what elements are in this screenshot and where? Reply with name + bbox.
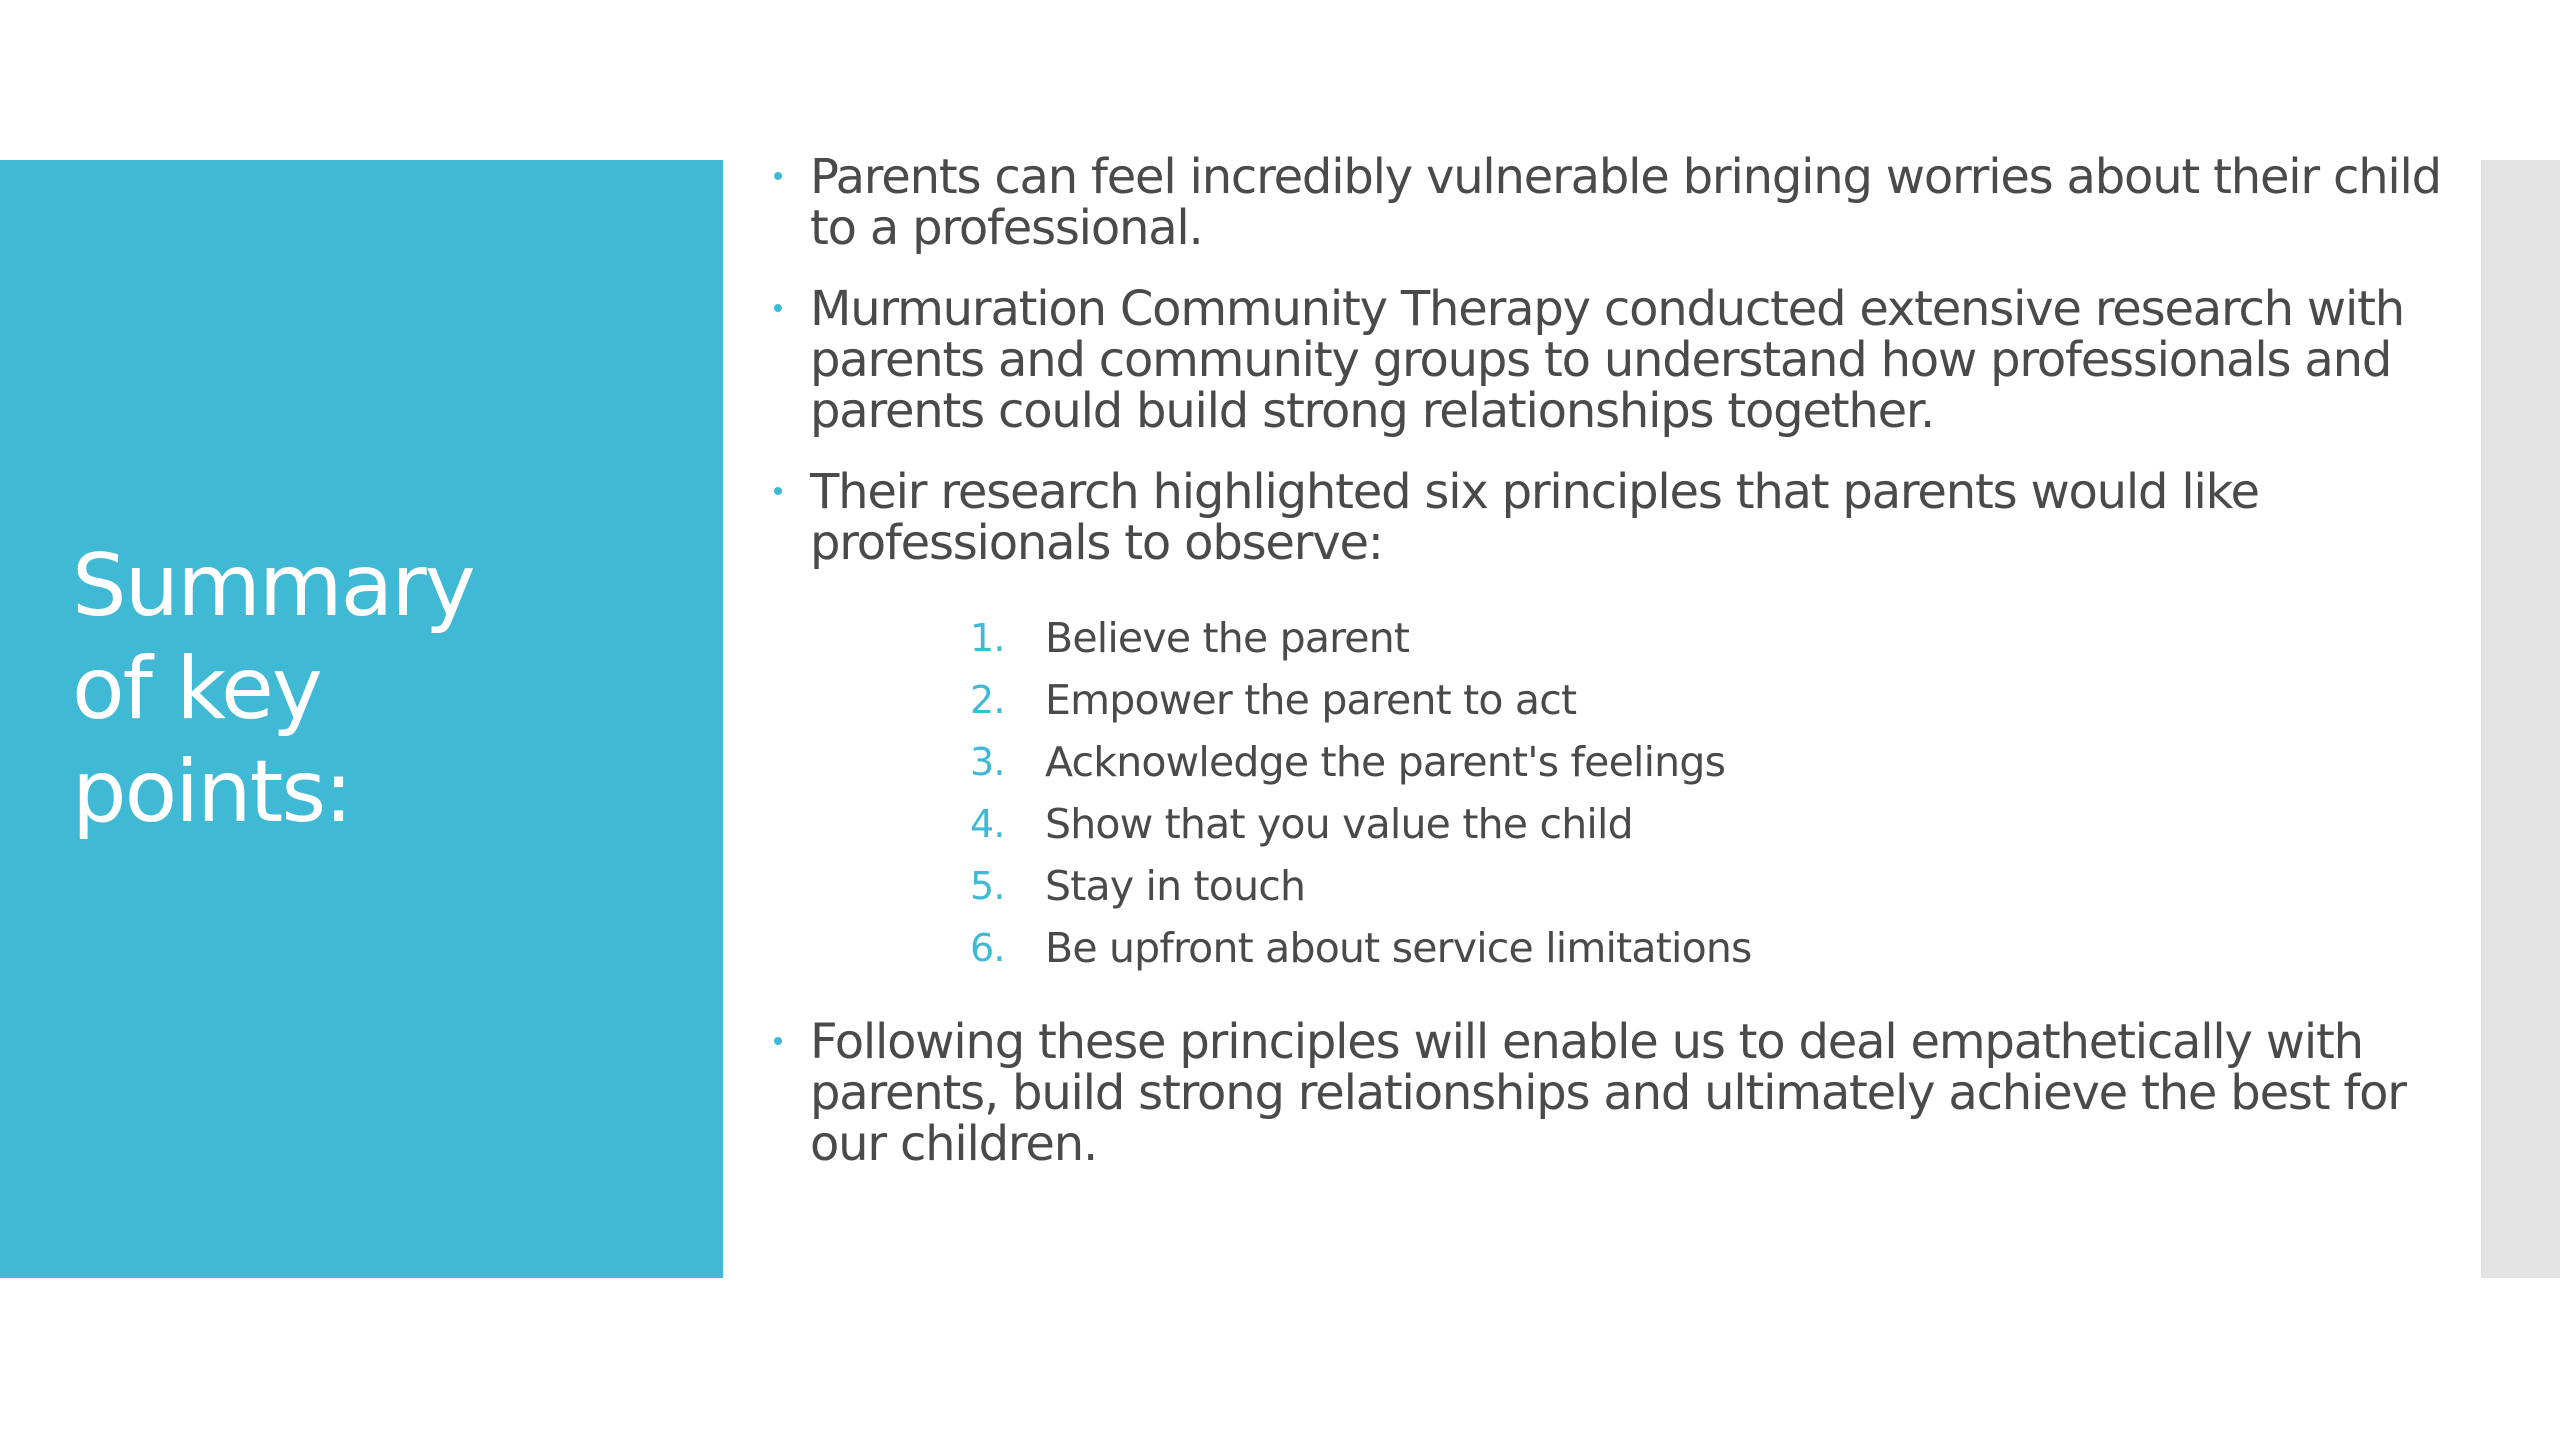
bullet-list-top xyxy=(770,149,2470,571)
principles-list xyxy=(770,607,2470,979)
bullet-text: Parents can feel incredibly vulnerable bringing worries about their child to a professional. xyxy=(810,149,2441,256)
bullet-dot-icon xyxy=(774,487,782,495)
principle-text: Believe the parent xyxy=(1045,614,1410,662)
principle-item xyxy=(970,793,2470,855)
principle-item xyxy=(970,917,2470,979)
principle-number: 2. xyxy=(970,678,1005,722)
bullet-text: Following these principles will enable us to deal empathetically with parents, build strong relationships and ultimately achieve the best for our children. xyxy=(810,1014,2406,1172)
bullet-dot-icon xyxy=(774,1037,782,1045)
principle-text: Be upfront about service limitations xyxy=(1045,924,1752,972)
principle-item xyxy=(970,731,2470,793)
bullet-text: Their research highlighted six principles that parents would like professionals to observe: xyxy=(810,464,2259,571)
principle-text: Show that you value the child xyxy=(1045,800,1633,848)
principle-text: Stay in touch xyxy=(1045,862,1306,910)
principle-item xyxy=(970,607,2470,669)
bullet-dot-icon xyxy=(774,172,782,180)
principle-text: Acknowledge the parent's feelings xyxy=(1045,738,1726,786)
bullet-text: Murmuration Community Therapy conducted extensive research with parents and community groups to understand how professionals and parents could build strong relationships together. xyxy=(810,281,2404,439)
principle-number: 1. xyxy=(970,616,1005,660)
bullet-item xyxy=(770,281,2470,439)
side-strip xyxy=(2481,160,2560,1278)
slide-content xyxy=(770,149,2470,1252)
principle-item xyxy=(970,669,2470,731)
principle-number: 6. xyxy=(970,926,1005,970)
principle-number: 3. xyxy=(970,740,1005,784)
bullet-item xyxy=(770,1014,2470,1172)
principle-number: 5. xyxy=(970,864,1005,908)
slide-title: Summary of key points: xyxy=(72,536,474,842)
bullet-list-bottom xyxy=(770,1014,2470,1172)
principle-text: Empower the parent to act xyxy=(1045,676,1577,724)
bullet-item xyxy=(770,464,2470,571)
principle-number: 4. xyxy=(970,802,1005,846)
bullet-item xyxy=(770,149,2470,256)
bullet-dot-icon xyxy=(774,304,782,312)
principle-item xyxy=(970,855,2470,917)
